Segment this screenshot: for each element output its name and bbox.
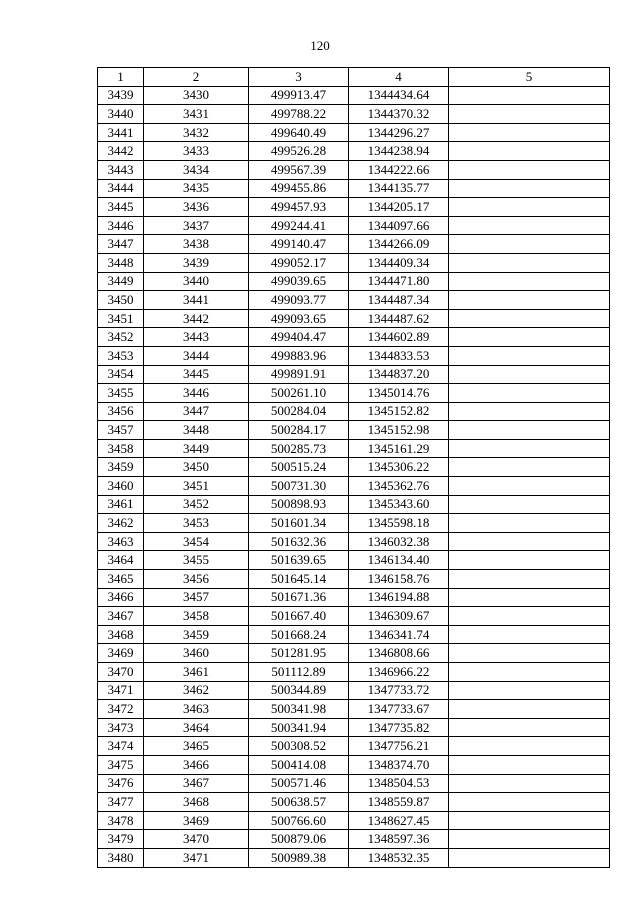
table-cell-col3: 501632.36	[249, 532, 349, 551]
table-cell-col1: 3454	[98, 365, 144, 384]
table-cell-col5	[449, 551, 610, 570]
table-row	[98, 179, 610, 198]
table-cell-col3: 500261.10	[249, 384, 349, 403]
table-cell-col2: 3443	[144, 328, 249, 347]
table-cell-col2: 3442	[144, 309, 249, 328]
table-row	[98, 105, 610, 124]
table-cell-col5	[449, 625, 610, 644]
table-cell-col5	[449, 421, 610, 440]
table-cell-col2: 3445	[144, 365, 249, 384]
table-cell-col3: 500341.94	[249, 718, 349, 737]
table-cell-col5	[449, 700, 610, 719]
table-cell-col1: 3477	[98, 793, 144, 812]
table-cell-col2: 3433	[144, 142, 249, 161]
table-cell-col5	[449, 607, 610, 626]
table-cell-col2: 3431	[144, 105, 249, 124]
table-cell-col5	[449, 458, 610, 477]
table-cell-col2: 3457	[144, 588, 249, 607]
table-cell-col1: 3442	[98, 142, 144, 161]
table-cell-col2: 3430	[144, 86, 249, 105]
table-row	[98, 198, 610, 217]
table-cell-col4: 1346808.66	[349, 644, 449, 663]
table-cell-col4: 1348374.70	[349, 755, 449, 774]
table-cell-col3: 499244.41	[249, 216, 349, 235]
table-cell-col1: 3445	[98, 198, 144, 217]
table-cell-col2: 3462	[144, 681, 249, 700]
table-cell-col5	[449, 439, 610, 458]
table-row	[98, 811, 610, 830]
table-cell-col1: 3465	[98, 570, 144, 589]
table-cell-col5	[449, 235, 610, 254]
table-cell-col1: 3448	[98, 253, 144, 272]
table-cell-col1: 3451	[98, 309, 144, 328]
table-cell-col1: 3455	[98, 384, 144, 403]
table-cell-col2: 3446	[144, 384, 249, 403]
table-cell-col2: 3471	[144, 848, 249, 867]
table-cell-col4: 1347735.82	[349, 718, 449, 737]
table-cell-col3: 500284.04	[249, 402, 349, 421]
table-cell-col3: 500284.17	[249, 421, 349, 440]
table-row	[98, 532, 610, 551]
table-cell-col4: 1348559.87	[349, 793, 449, 812]
table-cell-col1: 3439	[98, 86, 144, 105]
table-cell-col3: 499140.47	[249, 235, 349, 254]
table-cell-col2: 3470	[144, 830, 249, 849]
table-cell-col3: 501668.24	[249, 625, 349, 644]
table-cell-col4: 1346158.76	[349, 570, 449, 589]
table-cell-col4: 1344097.66	[349, 216, 449, 235]
table-cell-col4: 1344471.80	[349, 272, 449, 291]
table-cell-col3: 500638.57	[249, 793, 349, 812]
table-cell-col1: 3443	[98, 160, 144, 179]
table-cell-col2: 3454	[144, 532, 249, 551]
table-cell-col5	[449, 402, 610, 421]
table-row	[98, 514, 610, 533]
table-cell-col5	[449, 644, 610, 663]
table-cell-col4: 1344296.27	[349, 123, 449, 142]
table-row	[98, 402, 610, 421]
table-cell-col3: 500879.06	[249, 830, 349, 849]
table-cell-col2: 3458	[144, 607, 249, 626]
table-cell-col3: 501112.89	[249, 663, 349, 682]
table-row	[98, 123, 610, 142]
table-row	[98, 458, 610, 477]
table-cell-col1: 3453	[98, 346, 144, 365]
table-cell-col3: 499640.49	[249, 123, 349, 142]
table-cell-col3: 499093.77	[249, 291, 349, 310]
table-cell-col1: 3441	[98, 123, 144, 142]
table-cell-col3: 501671.36	[249, 588, 349, 607]
table-cell-col4: 1345014.76	[349, 384, 449, 403]
table-cell-col3: 500898.93	[249, 495, 349, 514]
table-row	[98, 848, 610, 867]
table-cell-col4: 1346134.40	[349, 551, 449, 570]
table-header	[98, 68, 610, 87]
table-row	[98, 737, 610, 756]
table-cell-col2: 3437	[144, 216, 249, 235]
table-cell-col1: 3449	[98, 272, 144, 291]
table-row	[98, 142, 610, 161]
column-header-2: 2	[144, 68, 249, 87]
table-cell-col3: 499093.65	[249, 309, 349, 328]
table-cell-col4: 1344833.53	[349, 346, 449, 365]
table-row	[98, 328, 610, 347]
table-cell-col4: 1348597.36	[349, 830, 449, 849]
table-cell-col2: 3440	[144, 272, 249, 291]
header-row	[98, 68, 610, 87]
table-cell-col2: 3452	[144, 495, 249, 514]
table-cell-col1: 3472	[98, 700, 144, 719]
table-cell-col1: 3440	[98, 105, 144, 124]
table-row	[98, 588, 610, 607]
table-row	[98, 421, 610, 440]
table-cell-col1: 3457	[98, 421, 144, 440]
table-cell-col2: 3451	[144, 477, 249, 496]
table-cell-col1: 3480	[98, 848, 144, 867]
table-cell-col5	[449, 848, 610, 867]
table-cell-col4: 1344266.09	[349, 235, 449, 254]
table-cell-col3: 499883.96	[249, 346, 349, 365]
table-cell-col4: 1344135.77	[349, 179, 449, 198]
table-cell-col1: 3474	[98, 737, 144, 756]
table-cell-col4: 1344487.62	[349, 309, 449, 328]
table-cell-col4: 1344434.64	[349, 86, 449, 105]
table-cell-col5	[449, 793, 610, 812]
table-cell-col2: 3466	[144, 755, 249, 774]
table-cell-col2: 3447	[144, 402, 249, 421]
table-cell-col1: 3450	[98, 291, 144, 310]
table-cell-col5	[449, 755, 610, 774]
table-cell-col3: 499404.47	[249, 328, 349, 347]
page-number: 120	[310, 38, 330, 53]
table-cell-col5	[449, 160, 610, 179]
table-cell-col3: 499913.47	[249, 86, 349, 105]
table-cell-col4: 1344370.32	[349, 105, 449, 124]
table-row	[98, 663, 610, 682]
table-cell-col5	[449, 718, 610, 737]
table-cell-col1: 3471	[98, 681, 144, 700]
table-row	[98, 551, 610, 570]
table-cell-col2: 3436	[144, 198, 249, 217]
table-cell-col2: 3461	[144, 663, 249, 682]
table-cell-col3: 500571.46	[249, 774, 349, 793]
table-cell-col4: 1348504.53	[349, 774, 449, 793]
table-cell-col3: 500285.73	[249, 439, 349, 458]
table-cell-col4: 1345362.76	[349, 477, 449, 496]
table-cell-col2: 3468	[144, 793, 249, 812]
table-cell-col2: 3469	[144, 811, 249, 830]
table-cell-col1: 3479	[98, 830, 144, 849]
table-row	[98, 774, 610, 793]
table-cell-col5	[449, 309, 610, 328]
table-cell-col2: 3455	[144, 551, 249, 570]
table-cell-col3: 500515.24	[249, 458, 349, 477]
table-cell-col2: 3450	[144, 458, 249, 477]
table-cell-col4: 1345152.82	[349, 402, 449, 421]
table-cell-col2: 3439	[144, 253, 249, 272]
table-cell-col4: 1346341.74	[349, 625, 449, 644]
table-cell-col2: 3448	[144, 421, 249, 440]
table-cell-col4: 1345161.29	[349, 439, 449, 458]
table-cell-col5	[449, 532, 610, 551]
table-cell-col4: 1344487.34	[349, 291, 449, 310]
table-cell-col5	[449, 179, 610, 198]
table-cell-col1: 3469	[98, 644, 144, 663]
table-cell-col3: 501645.14	[249, 570, 349, 589]
table-row	[98, 644, 610, 663]
table-cell-col1: 3463	[98, 532, 144, 551]
table-cell-col2: 3463	[144, 700, 249, 719]
table-row	[98, 384, 610, 403]
table-body	[98, 86, 610, 867]
table-cell-col2: 3444	[144, 346, 249, 365]
table-cell-col2: 3441	[144, 291, 249, 310]
table-row	[98, 793, 610, 812]
table-cell-col4: 1347733.67	[349, 700, 449, 719]
table-cell-col4: 1345306.22	[349, 458, 449, 477]
table-row	[98, 216, 610, 235]
table-row	[98, 477, 610, 496]
table-cell-col5	[449, 384, 610, 403]
table-cell-col2: 3460	[144, 644, 249, 663]
table-cell-col4: 1344837.20	[349, 365, 449, 384]
table-cell-col4: 1348627.45	[349, 811, 449, 830]
table-cell-col3: 499052.17	[249, 253, 349, 272]
column-header-1: 1	[98, 68, 144, 87]
table-cell-col3: 500731.30	[249, 477, 349, 496]
table-cell-col5	[449, 216, 610, 235]
table-cell-col4: 1345343.60	[349, 495, 449, 514]
table-cell-col1: 3466	[98, 588, 144, 607]
table-cell-col4: 1346194.88	[349, 588, 449, 607]
table-row	[98, 346, 610, 365]
table-cell-col4: 1344602.89	[349, 328, 449, 347]
table-cell-col5	[449, 811, 610, 830]
table-cell-col3: 501667.40	[249, 607, 349, 626]
table-row	[98, 495, 610, 514]
table-cell-col3: 499455.86	[249, 179, 349, 198]
column-header-3: 3	[249, 68, 349, 87]
table-cell-col3: 500344.89	[249, 681, 349, 700]
table-cell-col4: 1347756.21	[349, 737, 449, 756]
table-cell-col2: 3459	[144, 625, 249, 644]
table-cell-col3: 499788.22	[249, 105, 349, 124]
table-row	[98, 291, 610, 310]
table-cell-col4: 1345152.98	[349, 421, 449, 440]
table-cell-col1: 3458	[98, 439, 144, 458]
table-cell-col3: 499567.39	[249, 160, 349, 179]
table-cell-col3: 499891.91	[249, 365, 349, 384]
table-cell-col5	[449, 253, 610, 272]
coordinates-table	[97, 67, 610, 868]
table-cell-col1: 3452	[98, 328, 144, 347]
table-cell-col5	[449, 737, 610, 756]
table-cell-col4: 1345598.18	[349, 514, 449, 533]
table-cell-col3: 499457.93	[249, 198, 349, 217]
table-cell-col1: 3478	[98, 811, 144, 830]
table-cell-col2: 3467	[144, 774, 249, 793]
table-cell-col2: 3465	[144, 737, 249, 756]
table-cell-col1: 3475	[98, 755, 144, 774]
table-row	[98, 86, 610, 105]
table-row	[98, 830, 610, 849]
table-cell-col4: 1344205.17	[349, 198, 449, 217]
column-header-5: 5	[449, 68, 610, 87]
table-cell-col4: 1346966.22	[349, 663, 449, 682]
table-row	[98, 235, 610, 254]
table-row	[98, 160, 610, 179]
table-cell-col3: 501639.65	[249, 551, 349, 570]
table-row	[98, 365, 610, 384]
table-cell-col5	[449, 346, 610, 365]
table-cell-col1: 3470	[98, 663, 144, 682]
table-cell-col2: 3435	[144, 179, 249, 198]
table-row	[98, 309, 610, 328]
table-cell-col1: 3459	[98, 458, 144, 477]
table-cell-col3: 499526.28	[249, 142, 349, 161]
table-cell-col1: 3473	[98, 718, 144, 737]
table-row	[98, 439, 610, 458]
table-row	[98, 700, 610, 719]
table-cell-col1: 3444	[98, 179, 144, 198]
table-cell-col5	[449, 514, 610, 533]
table-cell-col5	[449, 588, 610, 607]
column-header-4: 4	[349, 68, 449, 87]
table-cell-col5	[449, 495, 610, 514]
table-cell-col3: 500989.38	[249, 848, 349, 867]
table-cell-col5	[449, 663, 610, 682]
table-cell-col1: 3468	[98, 625, 144, 644]
table-cell-col4: 1344409.34	[349, 253, 449, 272]
table-cell-col4: 1344238.94	[349, 142, 449, 161]
table-cell-col5	[449, 477, 610, 496]
table-row	[98, 755, 610, 774]
table-cell-col2: 3434	[144, 160, 249, 179]
table-cell-col5	[449, 681, 610, 700]
table-cell-col3: 499039.65	[249, 272, 349, 291]
table-cell-col5	[449, 365, 610, 384]
table-cell-col5	[449, 86, 610, 105]
table-row	[98, 570, 610, 589]
table-cell-col1: 3446	[98, 216, 144, 235]
table-cell-col2: 3432	[144, 123, 249, 142]
table-row	[98, 625, 610, 644]
table-cell-col3: 500414.08	[249, 755, 349, 774]
table-cell-col5	[449, 291, 610, 310]
table-cell-col5	[449, 570, 610, 589]
table-cell-col1: 3456	[98, 402, 144, 421]
table-row	[98, 272, 610, 291]
table-cell-col1: 3460	[98, 477, 144, 496]
table-cell-col4: 1347733.72	[349, 681, 449, 700]
table-cell-col3: 500341.98	[249, 700, 349, 719]
table-cell-col2: 3449	[144, 439, 249, 458]
table-row	[98, 253, 610, 272]
table-cell-col1: 3464	[98, 551, 144, 570]
table-cell-col4: 1348532.35	[349, 848, 449, 867]
table-cell-col5	[449, 198, 610, 217]
table-cell-col1: 3461	[98, 495, 144, 514]
table-cell-col1: 3476	[98, 774, 144, 793]
table-cell-col2: 3464	[144, 718, 249, 737]
table-cell-col5	[449, 142, 610, 161]
table-cell-col3: 500308.52	[249, 737, 349, 756]
table-cell-col4: 1346309.67	[349, 607, 449, 626]
table-cell-col3: 500766.60	[249, 811, 349, 830]
table-cell-col5	[449, 123, 610, 142]
table-row	[98, 681, 610, 700]
table-cell-col5	[449, 272, 610, 291]
table-cell-col1: 3462	[98, 514, 144, 533]
table-cell-col1: 3467	[98, 607, 144, 626]
table-cell-col2: 3456	[144, 570, 249, 589]
table-cell-col4: 1344222.66	[349, 160, 449, 179]
table-cell-col5	[449, 105, 610, 124]
table-cell-col3: 501601.34	[249, 514, 349, 533]
table-cell-col4: 1346032.38	[349, 532, 449, 551]
table-cell-col5	[449, 328, 610, 347]
table-cell-col2: 3453	[144, 514, 249, 533]
table-row	[98, 607, 610, 626]
table-cell-col3: 501281.95	[249, 644, 349, 663]
table-cell-col2: 3438	[144, 235, 249, 254]
table-cell-col5	[449, 830, 610, 849]
table-cell-col5	[449, 774, 610, 793]
table-cell-col1: 3447	[98, 235, 144, 254]
table-row	[98, 718, 610, 737]
